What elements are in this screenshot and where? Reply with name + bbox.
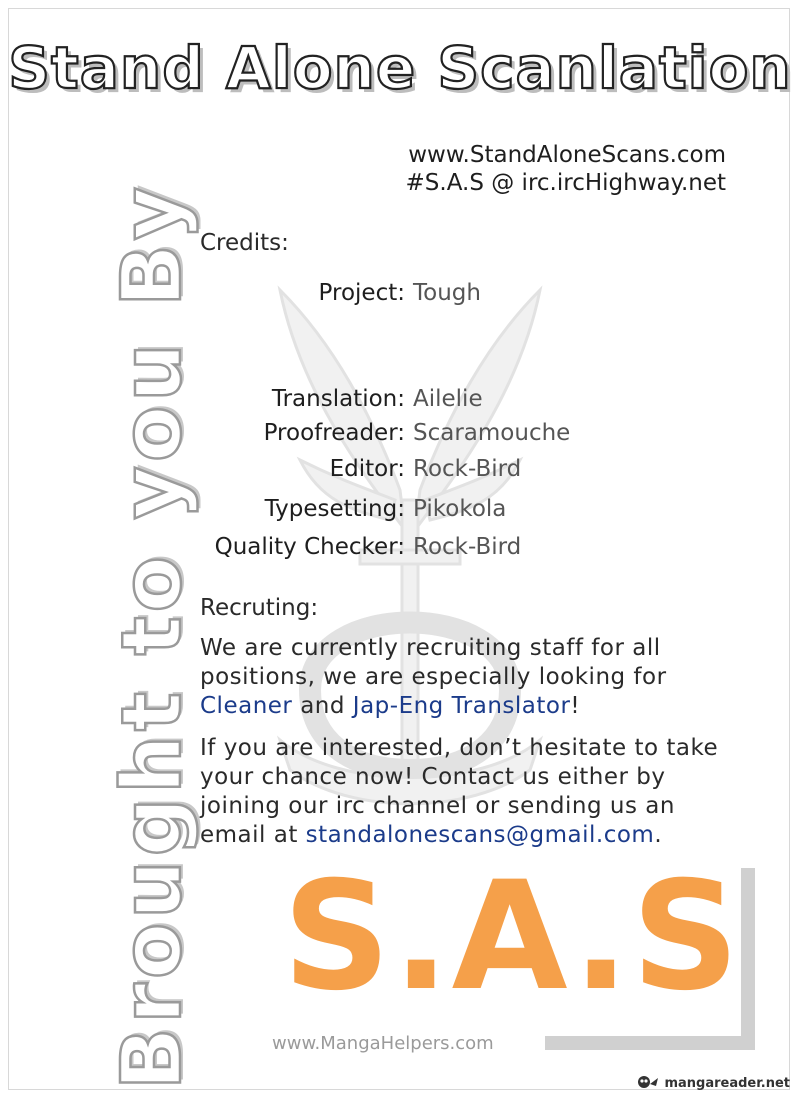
recruiting-text: We are currently recruiting staff for all positions, we are especially looking for	[200, 635, 667, 690]
mangareader-watermark	[636, 1074, 790, 1092]
recruiting-heading: Recruting:	[200, 595, 319, 621]
recruiting-text-end: !	[570, 693, 581, 719]
credit-name: Pikokola	[413, 496, 507, 522]
recruiting-text-and: and	[292, 693, 353, 719]
credit-role: Project:	[318, 280, 405, 306]
credit-row-typesetting	[160, 496, 720, 522]
credit-name: Rock-Bird	[413, 456, 522, 482]
credit-name: Rock-Bird	[413, 534, 522, 560]
logo-shadow-bottom	[545, 1036, 755, 1050]
credit-name: Ailelie	[413, 386, 483, 412]
contact-text-end: .	[654, 822, 663, 848]
role-cleaner: Cleaner	[200, 693, 293, 719]
role-translator: Jap-Eng Translator	[352, 693, 571, 719]
credit-row-editor	[160, 456, 720, 482]
footer-website-link[interactable]: www.MangaHelpers.com	[272, 1033, 494, 1054]
credit-role: Typesetting:	[264, 496, 405, 522]
irc-channel: #S.A.S @ irc.ircHighway.net	[405, 170, 726, 196]
credit-role: Proofreader:	[263, 420, 405, 446]
email-link[interactable]: standalonescans@gmail.com	[305, 822, 655, 848]
side-banner-text: Brought to you By	[105, 182, 200, 1090]
credit-role: Translation:	[271, 386, 405, 412]
mangareader-text: mangareader.net	[664, 1075, 790, 1091]
sas-logo: S.A.S	[282, 850, 742, 1024]
credit-name: Tough	[413, 280, 481, 306]
contact-paragraph	[200, 734, 740, 850]
contact-text: If you are interested, don’t hesitate to take your chance now! Contact us either by joining our irc channel or sending us an email at	[200, 735, 719, 848]
recruiting-paragraph	[200, 634, 740, 721]
website-link[interactable]: www.StandAloneScans.com	[408, 142, 726, 168]
character-icon	[636, 1074, 660, 1092]
credit-role: Quality Checker:	[214, 534, 405, 560]
page-title: Stand Alone Scanlation	[8, 34, 792, 102]
credit-row-translation	[160, 386, 720, 412]
credit-row-project	[160, 280, 720, 306]
credit-row-quality-checker	[160, 534, 720, 560]
credit-role: Editor:	[329, 456, 405, 482]
credits-heading: Credits:	[200, 230, 289, 256]
credit-row-proofreader	[160, 420, 720, 446]
credit-name: Scaramouche	[413, 420, 571, 446]
